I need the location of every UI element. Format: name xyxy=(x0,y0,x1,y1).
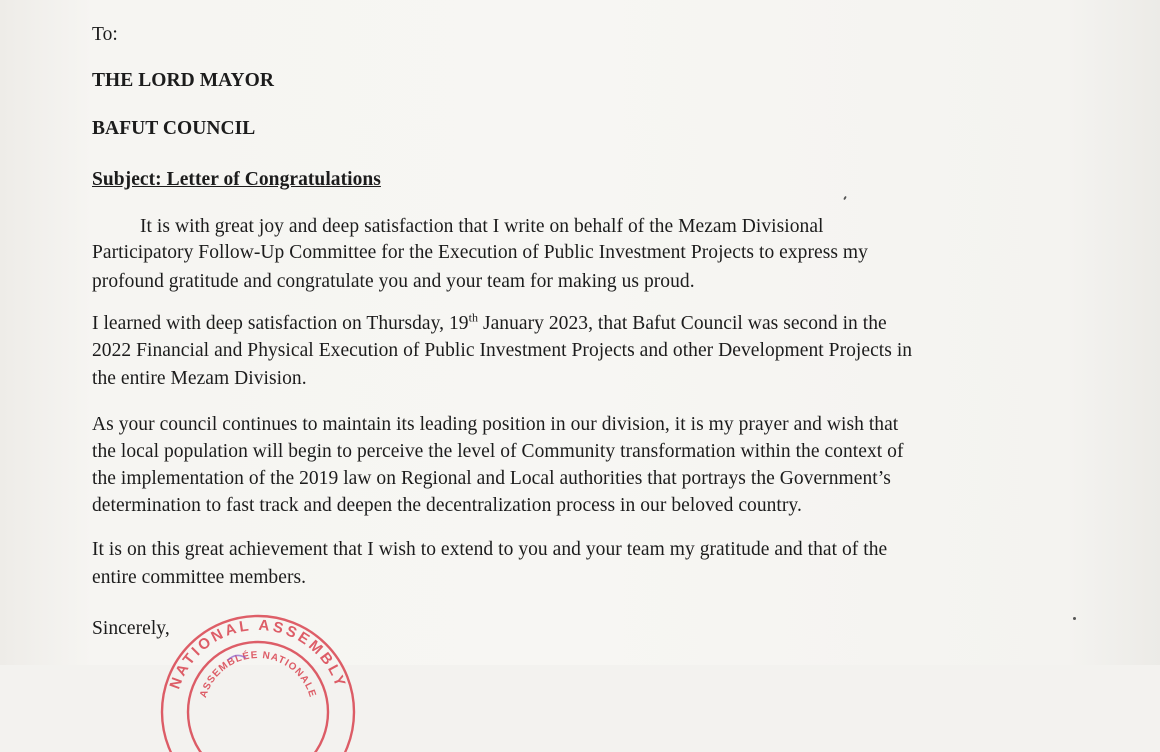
paragraph-3-line-3: the implementation of the 2019 law on Regional and Local authorities that portrays the Government’s xyxy=(92,468,891,489)
paper-speck xyxy=(1073,617,1076,620)
paragraph-3-line-2: the local population will begin to perceive the level of Community transformation within the context of xyxy=(92,441,904,462)
recipient-organization: BAFUT COUNCIL xyxy=(92,118,256,139)
paragraph-3-line-1: As your council continues to maintain its leading position in our division, it is my prayer and wish that xyxy=(92,414,899,435)
stamp-outer-text: NATIONAL ASSEMBLY xyxy=(166,616,350,692)
paragraph-1-line-3: profound gratitude and congratulate you and your team for making us proud. xyxy=(92,271,695,292)
paragraph-1-line-2: Participatory Follow-Up Committee for the Execution of Public Investment Projects to express my xyxy=(92,242,868,263)
recipient-title: THE LORD MAYOR xyxy=(92,70,274,91)
paragraph-2-line-3: the entire Mezam Division. xyxy=(92,368,307,389)
paragraph-2-line-1 xyxy=(92,312,887,336)
letter-subject: Subject: Letter of Congratulations xyxy=(92,169,381,190)
paragraph-2-text-b: January 2023, that Bafut Council was second in the xyxy=(478,313,887,334)
paragraph-3-line-4: determination to fast track and deepen the decentralization process in our beloved country. xyxy=(92,495,802,516)
official-stamp xyxy=(158,612,358,752)
stamp-inner-text: ASSEMBLÉE NATIONALE xyxy=(198,649,318,700)
to-label: To: xyxy=(92,24,118,45)
closing-salutation: Sincerely, xyxy=(92,618,170,639)
paragraph-1-line-1: It is with great joy and deep satisfaction that I write on behalf of the Mezam Divisional xyxy=(140,216,824,237)
paragraph-2-text-a: I learned with deep satisfaction on Thursday, 19 xyxy=(92,313,469,334)
paper-speck xyxy=(843,196,847,200)
paragraph-4-line-1: It is on this great achievement that I wish to extend to you and your team my gratitude and that of the xyxy=(92,539,888,560)
ordinal-suffix: th xyxy=(468,310,479,325)
paragraph-2-line-2: 2022 Financial and Physical Execution of Public Investment Projects and other Development Projects in xyxy=(92,340,913,361)
paragraph-4-line-2: entire committee members. xyxy=(92,567,307,588)
